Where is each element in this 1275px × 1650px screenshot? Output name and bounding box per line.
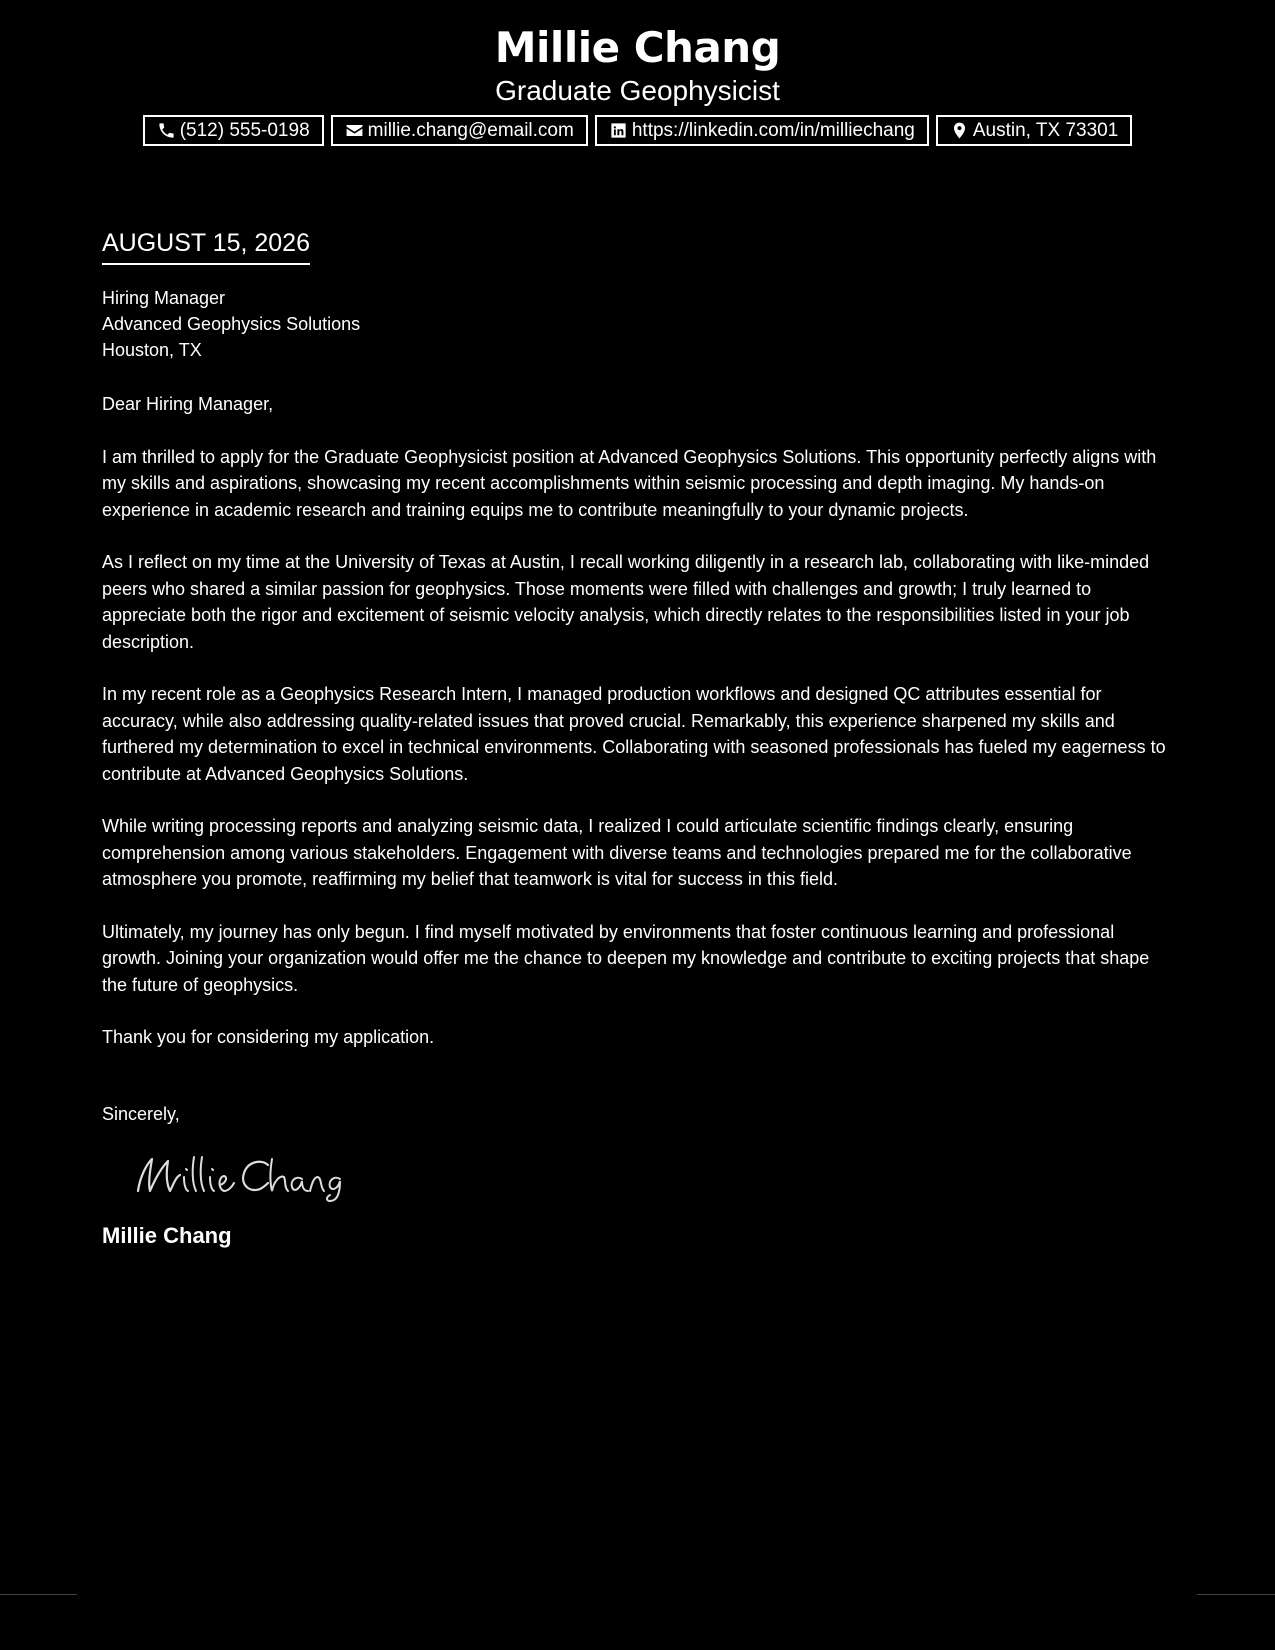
body-paragraph: In my recent role as a Geophysics Research Intern, I managed production workflows and designed QC attributes essential for accuracy, while also addressing quality-related issues that proved crucial. Remarkably, this experience sharpened my skills and furthered my determination to excel in technical environments. Collaborating with seasoned professionals has fueled my eagerness to contribute at Advanced Geophysics Solutions. [102, 684, 1166, 784]
phone-icon [157, 121, 176, 140]
letter-body [102, 226, 1177, 1250]
signed-name: Millie Chang [102, 1223, 232, 1248]
recipient-line: Houston, TX [102, 340, 202, 360]
map-marker-icon [950, 121, 969, 140]
handwritten-signature [130, 1147, 1177, 1207]
contact-phone-text: (512) 555-0198 [179, 119, 310, 141]
recipient-block [102, 285, 1177, 363]
body-paragraph: While writing processing reports and analyzing seismic data, I realized I could articulate scientific findings clearly, ensuring comprehension among various stakeholders. Engagement with diverse teams and technologies prepared me for the collaborative atmosphere you promote, reaffirming my belief that teamwork is vital for success in this field. [102, 816, 1132, 889]
signature-image [130, 1147, 360, 1205]
contact-linkedin[interactable] [595, 115, 929, 146]
body-paragraph: I am thrilled to apply for the Graduate Geophysicist position at Advanced Geophysics Solutions. This opportunity perfectly aligns with my skills and aspirations, showcasing my recent accomplishments within seismic processing and depth imaging. My hands-on experience in academic research and training equips me to contribute meaningfully to your dynamic projects. [102, 446, 1157, 520]
contact-location[interactable] [936, 115, 1132, 146]
applicant-name: Millie Chang [494, 23, 781, 72]
contact-linkedin-text: https://linkedin.com/in/milliechang [631, 119, 915, 141]
recipient-line: Hiring Manager [102, 288, 226, 308]
envelope-icon [345, 121, 364, 140]
contact-email-text: millie.chang@email.com [367, 119, 574, 141]
body-paragraph: As I reflect on my time at the University of Texas at Austin, I recall working diligently in a research lab, collaborating with like-minded peers who shared a similar passion for geophysics. Those moments were filled with challenges and growth; I truly learned to appreciate both the rigor and excitement of seismic velocity analysis, which directly relates to the responsibilities listed in your job description. [102, 552, 1150, 652]
applicant-title: Graduate Geophysicist [495, 75, 780, 106]
closing: Sincerely, [102, 1103, 180, 1124]
contact-email[interactable] [331, 115, 588, 146]
greeting: Dear Hiring Manager, [102, 394, 274, 414]
thank-you-line: Thank you for considering my application. [102, 1027, 435, 1047]
contact-location-text: Austin, TX 73301 [972, 119, 1119, 141]
contact-phone[interactable] [143, 115, 324, 146]
letter-date: AUGUST 15, 2026 [102, 226, 310, 265]
recipient-line: Advanced Geophysics Solutions [102, 314, 361, 334]
letter-header [0, 22, 1275, 146]
footer-divider-left [0, 1594, 77, 1595]
contact-bar [0, 115, 1275, 146]
linkedin-icon [609, 121, 628, 140]
body-paragraph: Ultimately, my journey has only begun. I find myself motivated by environments that foster continuous learning and professional growth. Joining your organization would offer me the chance to deepen my knowledge and contribute to exciting projects that shape the future of geophysics. [102, 921, 1150, 995]
footer-divider-right [1197, 1594, 1275, 1595]
